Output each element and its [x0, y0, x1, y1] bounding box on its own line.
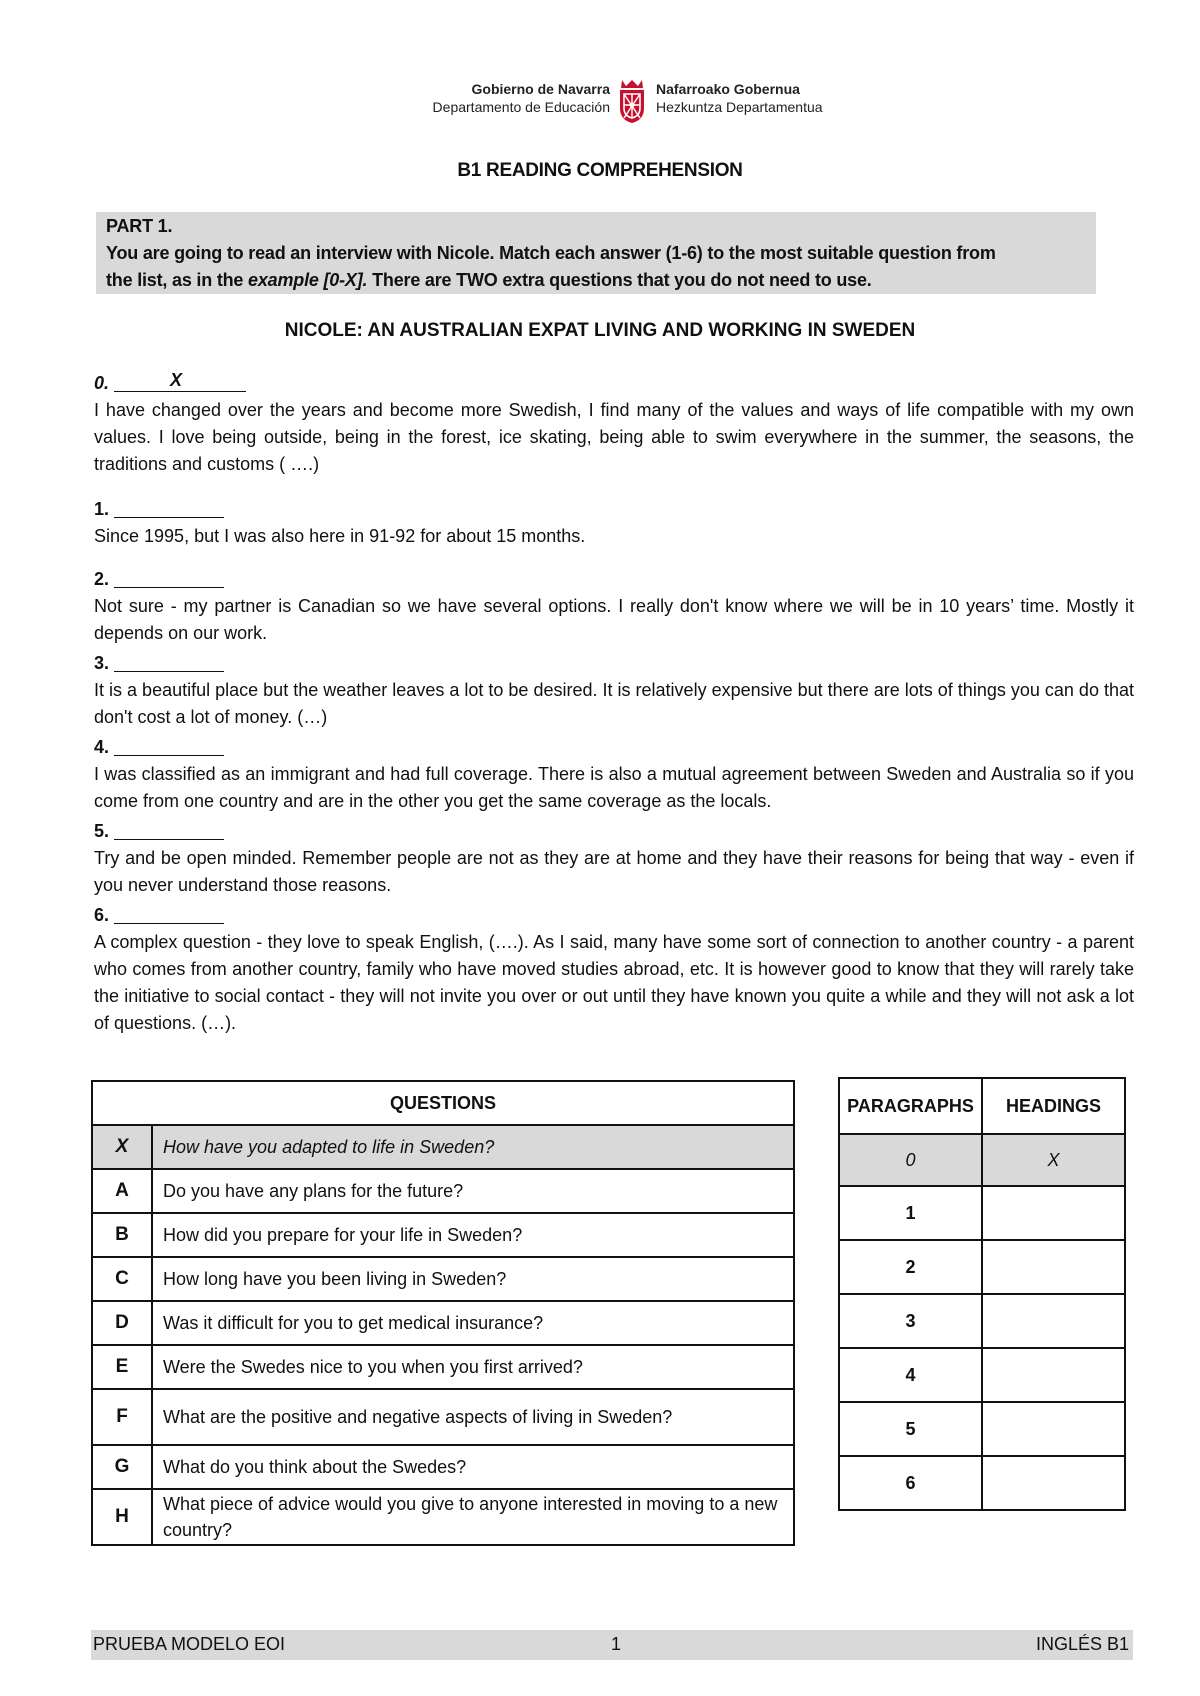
paragraph-cell: 1	[839, 1186, 982, 1240]
paragraph-text: A complex question - they love to speak English, (….). As I said, many have some sort of connection to another country - a parent who comes from another country, family who have moved studies abroad, etc. It is however good to know that they will rarely take the initiative to social contact - they will not invite you over or out until they have known you quite a while and they will not ask a lot of questions. (…).	[94, 932, 1134, 1033]
answer-blank[interactable]	[114, 819, 224, 840]
instructions-extra-note: There are TWO extra questions that you do not need to use.	[372, 270, 872, 290]
question-row	[92, 1169, 794, 1213]
paragraph-text: I have changed over the years and become more Swedish, I find many of the values and ways of life compatible with my own values. I love being outside, being in the forest, ice skating, being able to swim everywhere in the summer, the seasons, the traditions and customs ( ….)	[94, 400, 1134, 474]
paragraphs-header: PARAGRAPHS	[839, 1078, 982, 1134]
navarra-shield-icon	[616, 78, 648, 124]
paragraph-number: 5.	[94, 821, 110, 841]
questions-header: QUESTIONS	[92, 1081, 794, 1125]
footer-exam-name: PRUEBA MODELO EOI	[93, 1634, 286, 1654]
logo-eu-line1: Nafarroako Gobernua	[656, 81, 800, 97]
logo-es-line1: Gobierno de Navarra	[471, 81, 610, 97]
question-letter: B	[92, 1213, 152, 1257]
questions-header-row	[92, 1081, 794, 1125]
heading-answer-cell[interactable]	[982, 1294, 1125, 1348]
question-letter: D	[92, 1301, 152, 1345]
paragraph-text: Not sure - my partner is Canadian so we have several options. I really don't know where we will be in 10 years’ time. Mostly it depends on our work.	[94, 596, 1134, 643]
questions-table	[91, 1080, 795, 1546]
instructions-line-2	[106, 270, 872, 291]
heading-answer-cell[interactable]	[982, 1186, 1125, 1240]
paragraph-6	[94, 902, 1134, 1037]
heading-answer-cell[interactable]	[982, 1240, 1125, 1294]
government-logo	[430, 78, 830, 126]
question-row	[92, 1445, 794, 1489]
paragraph-number: 1.	[94, 499, 110, 519]
paragraph-1	[94, 496, 1134, 550]
answer-blank[interactable]	[114, 497, 224, 518]
answer-row	[839, 1186, 1125, 1240]
paragraph-text: I was classified as an immigrant and had full coverage. There is also a mutual agreement between Sweden and Australia so if you come from one country and are in the other you get the same coverage as the locals.	[94, 764, 1134, 811]
page-footer	[91, 1630, 1133, 1660]
logo-spanish-text	[430, 80, 610, 116]
paragraph-text: It is a beautiful place but the weather leaves a lot to be desired. It is relatively expensive but there are lots of things you can do that don't cost a lot of money. (…)	[94, 680, 1134, 727]
question-text: Do you have any plans for the future?	[152, 1169, 794, 1213]
question-row	[92, 1257, 794, 1301]
question-text: What do you think about the Swedes?	[152, 1445, 794, 1489]
question-letter: G	[92, 1445, 152, 1489]
answer-blank[interactable]	[114, 651, 224, 672]
question-row	[92, 1345, 794, 1389]
answer-value: X	[170, 370, 183, 390]
heading-answer-cell[interactable]	[982, 1348, 1125, 1402]
logo-eu-line2: Hezkuntza Departamentua	[656, 99, 823, 115]
question-row-example	[92, 1125, 794, 1169]
question-letter: H	[92, 1489, 152, 1545]
answer-blank[interactable]	[114, 735, 224, 756]
answer-row	[839, 1456, 1125, 1510]
answer-row	[839, 1348, 1125, 1402]
answer-header-row	[839, 1078, 1125, 1134]
question-text: How did you prepare for your life in Sweden?	[152, 1213, 794, 1257]
instructions-example: example [0-X].	[248, 270, 368, 290]
answer-row-example	[839, 1134, 1125, 1186]
question-text: What are the positive and negative aspects of living in Sweden?	[152, 1389, 794, 1445]
answer-blank[interactable]	[114, 567, 224, 588]
question-letter: F	[92, 1389, 152, 1445]
paragraph-number: 6.	[94, 905, 110, 925]
question-letter: A	[92, 1169, 152, 1213]
answer-blank	[114, 371, 246, 392]
question-text: Were the Swedes nice to you when you first arrived?	[152, 1345, 794, 1389]
headings-header: HEADINGS	[982, 1078, 1125, 1134]
footer-level: INGLÉS B1	[1035, 1634, 1129, 1654]
instructions-text: the list, as in the	[106, 270, 244, 290]
answer-grid	[838, 1077, 1126, 1511]
question-text: How have you adapted to life in Sweden?	[152, 1125, 794, 1169]
question-text: Was it difficult for you to get medical insurance?	[152, 1301, 794, 1345]
question-row	[92, 1489, 794, 1545]
instructions-box	[96, 212, 1096, 294]
question-row	[92, 1301, 794, 1345]
answer-row	[839, 1240, 1125, 1294]
logo-es-line2: Departamento de Educación	[432, 99, 610, 115]
footer-page-number: 1	[611, 1634, 622, 1654]
paragraph-0	[94, 370, 1134, 478]
paragraph-number: 4.	[94, 737, 110, 757]
paragraph-number: 2.	[94, 569, 110, 589]
heading-answer-cell[interactable]	[982, 1402, 1125, 1456]
paragraph-cell: 4	[839, 1348, 982, 1402]
question-text: How long have you been living in Sweden?	[152, 1257, 794, 1301]
logo-basque-text	[656, 80, 856, 116]
paragraph-5	[94, 818, 1134, 899]
question-letter: C	[92, 1257, 152, 1301]
paragraph-2	[94, 566, 1134, 647]
instructions-line-1: You are going to read an interview with Nicole. Match each answer (1-6) to the most suitable question from	[106, 243, 996, 263]
paragraph-number: 3.	[94, 653, 110, 673]
paragraph-cell: 5	[839, 1402, 982, 1456]
paragraph-4	[94, 734, 1134, 815]
answer-row	[839, 1294, 1125, 1348]
paragraph-cell: 6	[839, 1456, 982, 1510]
question-row	[92, 1389, 794, 1445]
answer-blank[interactable]	[114, 903, 224, 924]
answer-row	[839, 1402, 1125, 1456]
paragraph-number: 0.	[94, 373, 110, 393]
paragraph-3	[94, 650, 1134, 731]
question-letter: X	[92, 1125, 152, 1169]
question-row	[92, 1213, 794, 1257]
question-letter: E	[92, 1345, 152, 1389]
question-text: What piece of advice would you give to anyone interested in moving to a new country?	[152, 1489, 794, 1545]
paragraph-cell: 2	[839, 1240, 982, 1294]
article-title: NICOLE: AN AUSTRALIAN EXPAT LIVING AND WORKING IN SWEDEN	[284, 320, 916, 341]
paragraph-text: Try and be open minded. Remember people are not as they are at home and they have their reasons for being that way - even if you never understand those reasons.	[94, 848, 1134, 895]
page-title: B1 READING COMPREHENSION	[457, 160, 743, 181]
paragraph-cell: 3	[839, 1294, 982, 1348]
heading-cell: X	[982, 1134, 1125, 1186]
heading-answer-cell[interactable]	[982, 1456, 1125, 1510]
part-label: PART 1.	[106, 216, 173, 236]
paragraph-text: Since 1995, but I was also here in 91-92 for about 15 months.	[94, 526, 586, 546]
paragraph-cell: 0	[839, 1134, 982, 1186]
